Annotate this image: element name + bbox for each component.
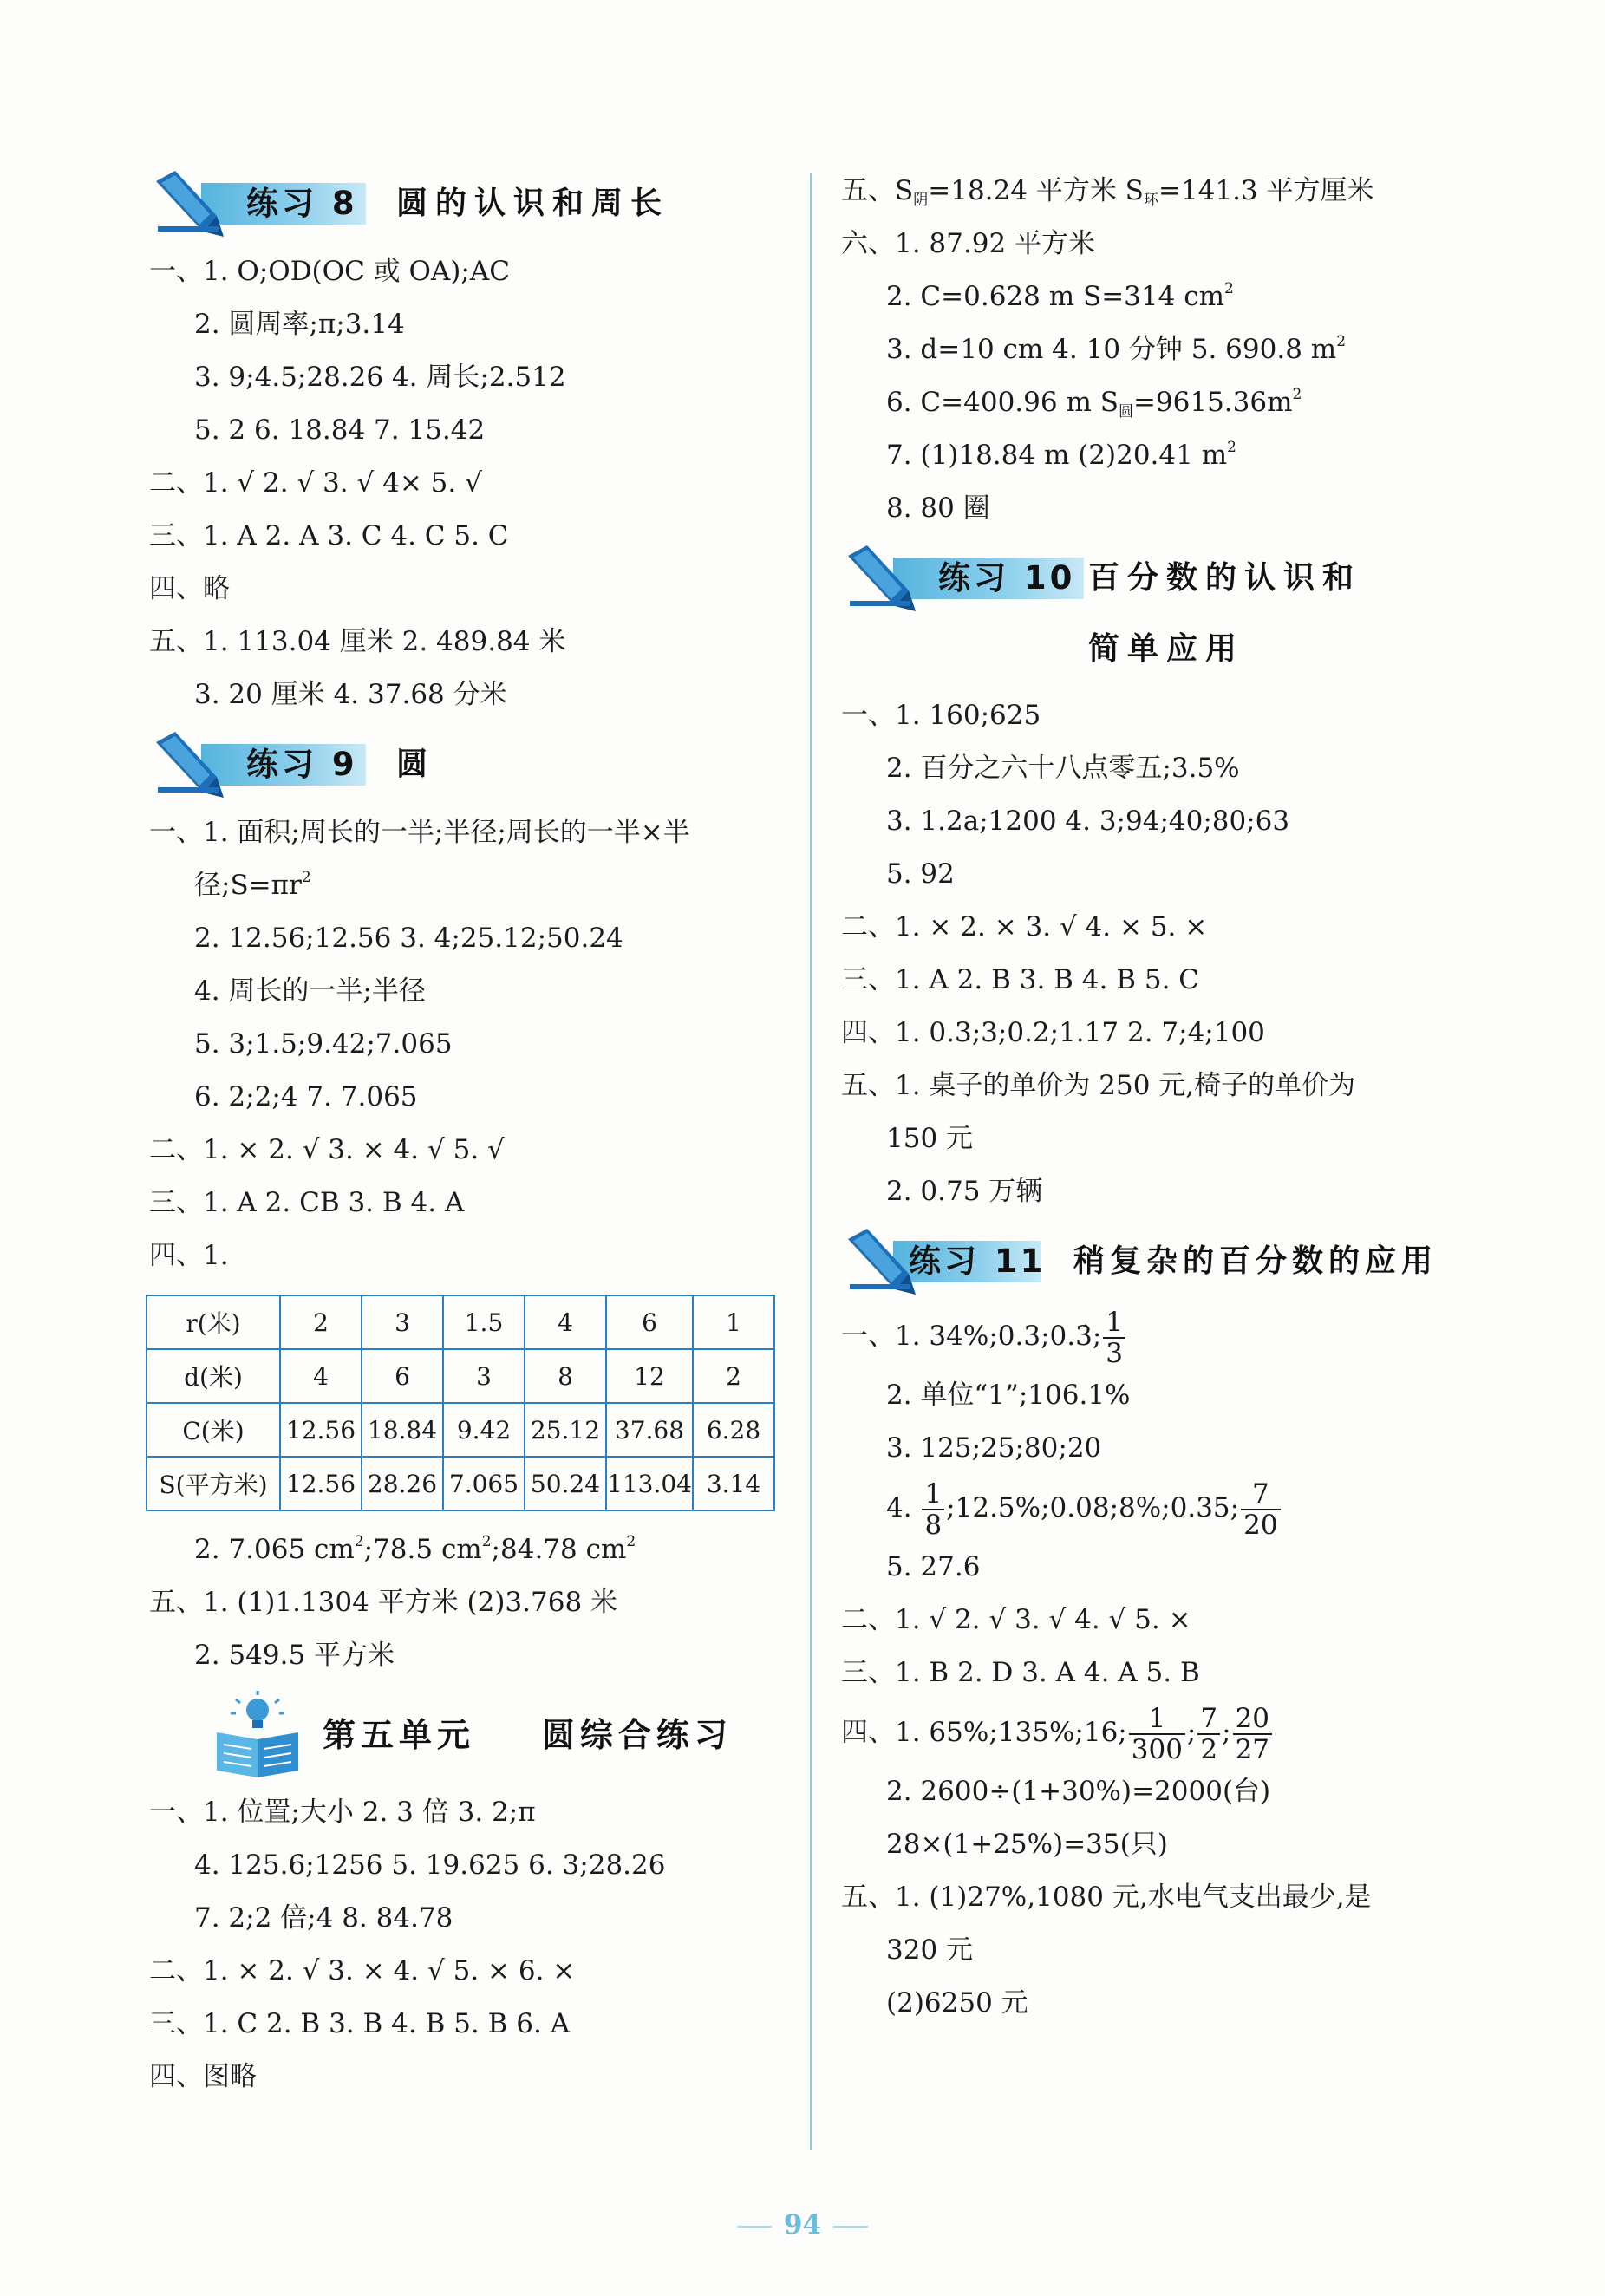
- exercise-label: 练习 11: [909, 1243, 1047, 1280]
- answer-line: 6. C=400.96 m $S_圆=9615.36m^2$: [886, 386, 1302, 421]
- pen-icon: [841, 1222, 919, 1300]
- table-row: [147, 1457, 774, 1510]
- table-cell: 1: [693, 1295, 774, 1349]
- fraction: $\frac{1}{8}$: [922, 1479, 944, 1540]
- answer-line: 3. 9;4.5;28.26 4. 周长;2.512: [194, 362, 566, 393]
- answer-line: 320 元: [886, 1934, 974, 1966]
- book-lightbulb-icon: [210, 1687, 305, 1783]
- answer-line: 5. 3;1.5;9.42;7.065: [194, 1028, 453, 1060]
- right-column: [841, 165, 1474, 2030]
- table-cell: 4: [525, 1295, 606, 1349]
- exercise-title: 稍复杂的百分数的应用: [1073, 1243, 1439, 1279]
- answer-line: 二、1. × 2. × 3. √ 4. × 5. ×: [841, 911, 1208, 943]
- fraction: $\frac{1}{3}$: [1103, 1308, 1125, 1368]
- exercise-title: 圆: [396, 747, 436, 782]
- answer-line: 一、1. 面积;周长的一半;半径;周长的一半×半: [149, 817, 690, 848]
- exercise-title-line-2: 简单应用: [1088, 631, 1245, 667]
- answer-line: 8. 80 圈: [886, 492, 990, 524]
- answer-line: 2. 2600÷(1+30%)=2000(台): [886, 1776, 1271, 1807]
- answer-line: 三、1. C 2. B 3. B 4. B 5. B 6. A: [149, 2008, 571, 2039]
- answer-line: 4. 125.6;1256 5. 19.625 6. 3;28.26: [194, 1849, 666, 1881]
- table-row: [147, 1295, 774, 1349]
- answer-line: 7. 2;2 倍;4 8. 84.78: [194, 1902, 453, 1934]
- answer-line: 4. $\frac{1}{8}$ ;12.5%;0.08;8%;0.35; $\frac{7}{20}$: [841, 1475, 1474, 1541]
- answer-line: 5. 27.6: [886, 1551, 981, 1582]
- answer-line: 2. 12.56;12.56 3. 4;25.12;50.24: [194, 923, 623, 954]
- table-cell: 6: [362, 1349, 443, 1403]
- answer-line: 一、1. O;OD(OC 或 OA);AC: [149, 256, 510, 287]
- answer-line: 3. 20 厘米 4. 37.68 分米: [194, 679, 507, 710]
- unit-title: 第五单元 圆综合练习: [323, 1716, 733, 1754]
- answer-line: 四、略: [149, 573, 230, 604]
- table-cell: 28.26: [362, 1457, 443, 1510]
- answer-line: 三、1. B 2. D 3. A 4. A 5. B: [841, 1657, 1200, 1688]
- answer-line: 2. 单位“1”;106.1%: [886, 1380, 1131, 1411]
- exercise-8-header: [149, 164, 791, 242]
- row-header: C(米): [147, 1403, 280, 1457]
- unit-5-header: [149, 1684, 791, 1784]
- table-cell: 1.5: [443, 1295, 525, 1349]
- table-cell: 12.56: [280, 1457, 362, 1510]
- answer-line: 一、1. 34%;0.3;0.3̇; $\frac{1}{3}$: [841, 1303, 1474, 1369]
- row-header: S(平方米): [147, 1457, 280, 1510]
- table-row: [147, 1349, 774, 1403]
- fraction: $\frac{7}{2}$: [1197, 1704, 1220, 1764]
- answer-line: 2. 0.75 万辆: [886, 1176, 1043, 1207]
- answer-line: 二、1. × 2. √ 3. × 4. √ 5. √: [149, 1134, 505, 1165]
- answer-line: 二、1. √ 2. √ 3. √ 4. √ 5. ×: [841, 1604, 1191, 1635]
- table-cell: 8: [525, 1349, 606, 1403]
- exercise-label: 练习 8: [246, 185, 358, 222]
- exercise-label: 练习 9: [246, 746, 358, 783]
- answer-line: 一、1. 160;625: [841, 700, 1041, 731]
- table-cell: 12.56: [280, 1403, 362, 1457]
- answer-line: 6. 2;2;4 7. 7.065: [194, 1081, 418, 1112]
- row-header: r(米): [147, 1295, 280, 1349]
- table-cell: 18.84: [362, 1403, 443, 1457]
- circle-values-table: [146, 1295, 775, 1511]
- table-cell: 3.14: [693, 1457, 774, 1510]
- exercise-label: 练习 10: [938, 559, 1076, 597]
- answer-line: 三、1. A 2. A 3. C 4. C 5. C: [149, 520, 509, 551]
- answer-line: 28×(1+25%)=35(只): [886, 1829, 1168, 1860]
- answer-line: 4. 周长的一半;半径: [194, 975, 426, 1007]
- answer-line: 5. 92: [886, 858, 955, 890]
- answer-line: (2)6250 元: [886, 1987, 1028, 2019]
- exercise-11-header: [841, 1222, 1474, 1300]
- table-cell: 6: [606, 1295, 693, 1349]
- exercise-9-header: [149, 725, 791, 803]
- table-cell: 7.065: [443, 1457, 525, 1510]
- table-cell: 3: [443, 1349, 525, 1403]
- table-cell: 50.24: [525, 1457, 606, 1510]
- answer-line: 2. 百分之六十八点零五;3.5%: [886, 753, 1240, 784]
- answer-line: 一、1. 位置;大小 2. 3 倍 3. 2;π: [149, 1797, 536, 1828]
- answer-line: 五、1. (1)1.1304 平方米 (2)3.768 米: [149, 1587, 618, 1618]
- page-number: 94: [0, 2209, 1605, 2241]
- left-column: [149, 160, 791, 2104]
- answer-line: 六、1. 87.92 平方米: [841, 228, 1096, 259]
- table-cell: 25.12: [525, 1403, 606, 1457]
- answer-line: 三、1. A 2. B 3. B 4. B 5. C: [841, 964, 1200, 995]
- exercise-10-header: [841, 538, 1474, 686]
- pen-icon: [149, 164, 227, 242]
- answer-line: 四、1. 0.3;3;0.2;1.17 2. 7;4;100: [841, 1017, 1265, 1048]
- answer-line: 四、1. 65%;135%;16; $\frac{1}{300}$ ; $\frac{7}{2}$ ; $\frac{20}{27}$: [841, 1699, 1474, 1765]
- answer-line: 二、1. √ 2. √ 3. √ 4× 5. √: [149, 467, 482, 499]
- answer-line: 2. 549.5 平方米: [194, 1640, 395, 1671]
- pen-icon: [149, 725, 227, 803]
- answer-line: 五、1. 113.04 厘米 2. 489.84 米: [149, 626, 566, 657]
- answer-line: 150 元: [886, 1123, 974, 1154]
- table-cell: 2: [693, 1349, 774, 1403]
- answer-line: 三、1. A 2. CB 3. B 4. A: [149, 1187, 465, 1218]
- table-cell: 2: [280, 1295, 362, 1349]
- answer-line: 2. 圆周率;π;3.14: [194, 309, 405, 340]
- answer-line: 2. C=0.628 m S=314 $cm^2$: [886, 280, 1234, 312]
- answer-line: 五、1. (1)27%,1080 元,水电气支出最少,是: [841, 1882, 1372, 1913]
- answer-line: 四、图略: [149, 2061, 257, 2092]
- answer-line: 四、1.: [149, 1240, 229, 1271]
- table-cell: 113.04: [606, 1457, 693, 1510]
- answer-line: 3. d=10 cm 4. 10 分钟 5. 690.8 $m^2$: [886, 333, 1347, 365]
- answer-line: 五、1. 桌子的单价为 250 元,椅子的单价为: [841, 1070, 1356, 1101]
- table-cell: 9.42: [443, 1403, 525, 1457]
- answer-line: 五、$S_阴=18.24$ 平方米 $S_环=141.3$ 平方厘米: [841, 175, 1374, 209]
- answer-line: 3. 125;25;80;20: [886, 1432, 1102, 1464]
- pen-icon: [841, 538, 919, 616]
- exercise-title: 圆的认识和周长: [396, 186, 670, 221]
- answer-line: 5. 2 6. 18.84 7. 15.42: [194, 414, 486, 446]
- fraction: $\frac{7}{20}$: [1241, 1479, 1280, 1540]
- fraction: $\frac{1}{300}$: [1129, 1704, 1185, 1764]
- table-row: [147, 1403, 774, 1457]
- table-cell: 3: [362, 1295, 443, 1349]
- row-header: d(米): [147, 1349, 280, 1403]
- answer-line: 2. 7.065 $cm^2;78.5$ $cm^2;84.78$ $cm^2$: [194, 1533, 636, 1565]
- exercise-title: 百分数的认识和: [1088, 560, 1362, 596]
- fraction: $\frac{20}{27}$: [1233, 1704, 1272, 1764]
- answer-line: 3. 1.2a;1200 4. 3;94;40;80;63: [886, 806, 1290, 837]
- table-cell: 4: [280, 1349, 362, 1403]
- answer-line: 二、1. × 2. √ 3. × 4. √ 5. × 6. ×: [149, 1955, 576, 1986]
- column-divider: [810, 173, 812, 2150]
- answer-line: 7. (1)18.84 m (2)20.41 $m^2$: [886, 439, 1236, 471]
- table-cell: 12: [606, 1349, 693, 1403]
- table-cell: 6.28: [693, 1403, 774, 1457]
- answer-line: 径$;S=\pi r^2$: [194, 869, 311, 901]
- table-cell: 37.68: [606, 1403, 693, 1457]
